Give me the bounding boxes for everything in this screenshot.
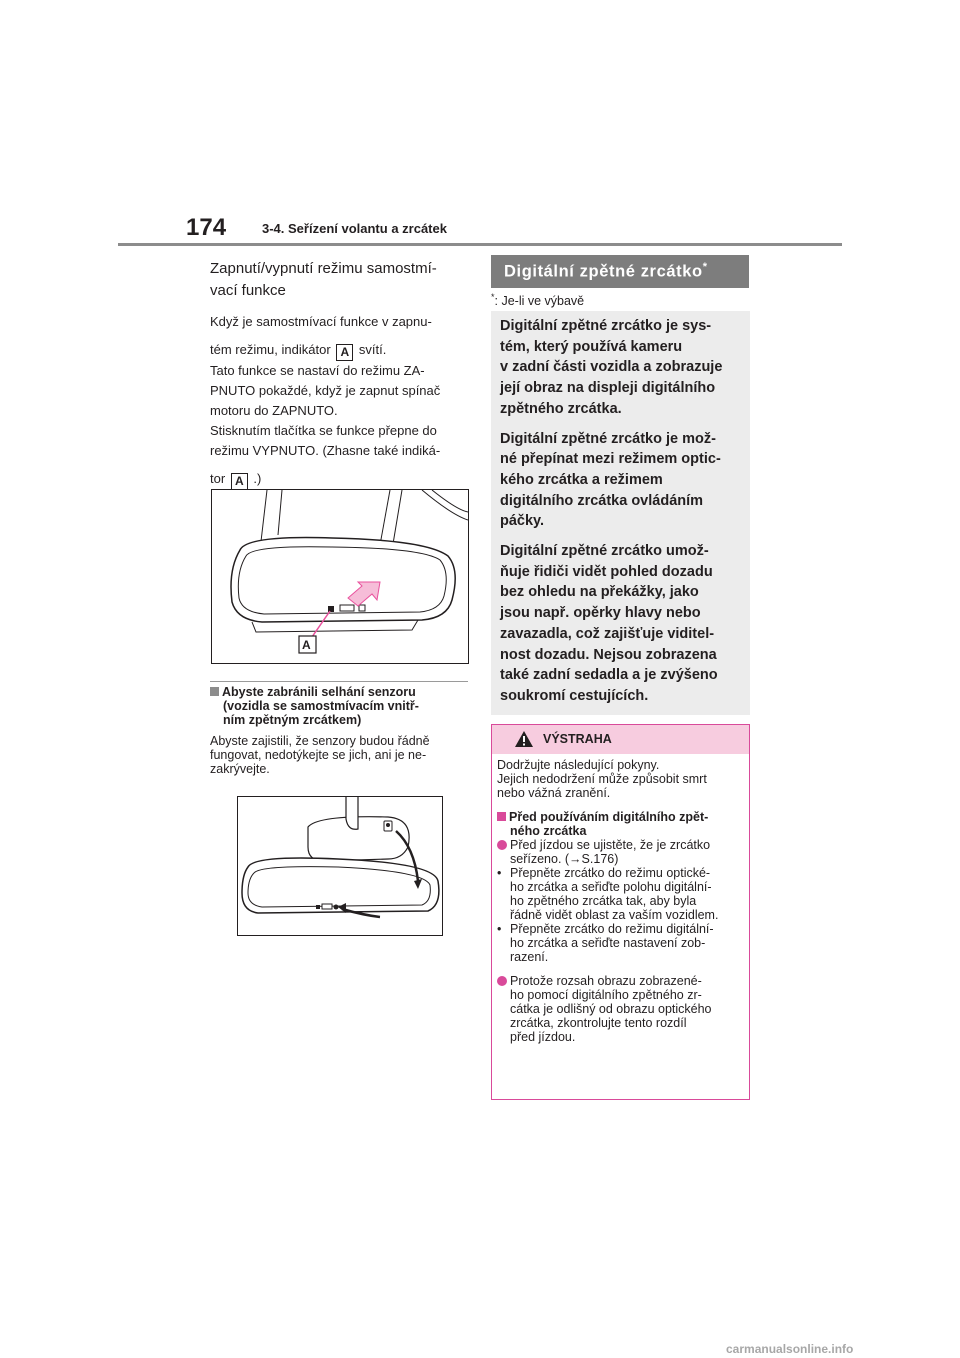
summary-paragraph xyxy=(500,429,742,533)
summary-line: kého zrcátka a režimem xyxy=(500,471,663,488)
summary-paragraph xyxy=(500,541,742,707)
warning-line: Přepněte zrcátko do režimu optické- xyxy=(510,866,711,880)
note-heading-text: Abyste zabránili selhání senzoru xyxy=(222,685,416,699)
body-paragraph xyxy=(210,312,470,490)
warning-dash-item xyxy=(497,866,743,922)
note-heading-line: (vozidla se samostmívacím vnitř- xyxy=(223,699,419,713)
body-line xyxy=(210,340,470,361)
warning-subheading xyxy=(497,810,743,838)
summary-line: tém, který používá kameru xyxy=(500,338,683,355)
warning-line: řádně vidět oblast za vaším vozidlem. xyxy=(510,908,719,922)
warning-subheading-text: ného zrcátka xyxy=(510,824,587,838)
warning-line: Protože rozsah obrazu zobrazené- xyxy=(510,974,702,988)
summary-line: zpětného zrcátka. xyxy=(500,400,622,417)
summary-line: nost dozadu. Nejsou zobrazena xyxy=(500,646,717,663)
summary-line: zavazadla, což zajišťuje viditel- xyxy=(500,625,715,642)
warning-subheading-text: Před používáním digitálního zpět- xyxy=(509,810,709,824)
mirror-sensor-illustration xyxy=(238,797,442,935)
section-title-bar xyxy=(491,255,749,288)
body-line xyxy=(210,469,470,490)
warning-line: seřízeno. (→S.176) xyxy=(510,852,619,866)
note-heading xyxy=(210,685,470,727)
warning-line: Před jízdou se ujistěte, že je zrcátko xyxy=(510,838,711,852)
subsection-heading xyxy=(210,258,470,302)
summary-paragraph xyxy=(500,316,742,420)
body-text-span: tor xyxy=(210,471,226,486)
note-heading-line xyxy=(210,685,470,699)
mirror-sensor-figure xyxy=(237,796,443,936)
note-text-line: zakrývejte. xyxy=(210,762,270,776)
circle-bullet-icon xyxy=(497,840,507,850)
summary-line: Digitální zpětné zrcátko je mož- xyxy=(500,430,716,447)
summary-line: v zadní části vozidla a zobrazuje xyxy=(500,359,723,376)
warning-line: Jejich nedodržení může způsobit smrt xyxy=(497,772,707,786)
subhead-line: vací funkce xyxy=(210,282,286,299)
title-text: Digitální zpětné zrcátko xyxy=(504,262,703,281)
dot-bullet: • xyxy=(497,922,502,936)
warning-line: ho pomocí digitálního zpětného zr- xyxy=(510,988,702,1002)
body-text-span: svítí. xyxy=(358,342,387,357)
body-line: Když je samostmívací funkce v zapnu- xyxy=(210,314,432,329)
indicator-a-icon: A xyxy=(231,473,248,490)
warning-body xyxy=(492,754,749,1044)
summary-line: jsou např. opěrky hlavy nebo xyxy=(500,605,701,622)
warning-box xyxy=(491,724,750,1100)
warning-line: ho zpětného zrcátka tak, aby byla xyxy=(510,894,697,908)
warning-line: cátka je odlišný od obrazu optického xyxy=(510,1002,712,1016)
summary-line: Digitální zpětné zrcátko je sys- xyxy=(500,318,712,334)
warning-line: ho zrcátka a seřiďte nastavení zob- xyxy=(510,936,706,950)
body-line: Stisknutím tlačítka se funkce přepne do xyxy=(210,423,437,438)
summary-line: né přepínat mezi režimem optic- xyxy=(500,451,721,468)
warning-header xyxy=(492,725,749,754)
mirror-indicator-figure xyxy=(211,489,469,664)
figure-label-a: A xyxy=(302,638,311,652)
section-title: 3-4. Seřízení volantu a zrcátek xyxy=(262,221,447,236)
square-bullet-icon xyxy=(210,687,219,696)
warning-line: razení. xyxy=(510,950,549,964)
warning-dash-item xyxy=(497,922,743,964)
digital-mirror-title xyxy=(504,261,708,282)
page-number: 174 xyxy=(186,214,227,241)
footnote-text: : Je-li ve výbavě xyxy=(494,294,585,309)
warning-bullet xyxy=(497,838,743,866)
summary-line: bez ohledu na překážky, jako xyxy=(500,584,699,601)
warning-intro xyxy=(497,758,743,800)
body-text-span: .) xyxy=(253,471,262,486)
warning-label: VÝSTRAHA xyxy=(543,732,612,746)
square-bullet-icon xyxy=(497,812,506,821)
warning-line: Dodržujte následující pokyny. xyxy=(497,758,660,772)
note-text xyxy=(210,734,470,776)
note-heading-line: ním zpětným zrcátkem) xyxy=(223,713,362,727)
summary-line: její obraz na displeji digitálního xyxy=(500,380,716,397)
warning-triangle-icon xyxy=(514,730,534,748)
body-text-span: tém režimu, indikátor xyxy=(210,342,331,357)
summary-box xyxy=(491,311,750,715)
body-line: Tato funkce se nastaví do režimu ZA- xyxy=(210,363,425,378)
dot-bullet: • xyxy=(497,866,502,880)
header-rule xyxy=(118,243,842,246)
summary-line: ňuje řidiči vidět pohled dozadu xyxy=(500,563,713,580)
note-text-line: Abyste zajistili, že senzory budou řádně xyxy=(210,734,430,748)
note-text-line: fungovat, nedotýkejte se jich, ani je ne- xyxy=(210,748,427,762)
warning-line: Přepněte zrcátko do režimu digitální- xyxy=(510,922,714,936)
note-rule xyxy=(210,681,468,682)
warning-line: nebo vážná zranění. xyxy=(497,786,611,800)
title-star: * xyxy=(702,261,708,273)
equipment-footnote xyxy=(491,292,584,308)
body-line: režimu VYPNUTO. (Zhasne také indiká- xyxy=(210,443,441,458)
warning-line: zrcátka, zkontrolujte tento rozdíl xyxy=(510,1016,687,1030)
warning-line: před jízdou. xyxy=(510,1030,576,1044)
footnote-star: * xyxy=(491,292,495,302)
body-line: motoru do ZAPNUTO. xyxy=(210,403,338,418)
indicator-a-icon: A xyxy=(336,344,353,361)
summary-line: digitálního zrcátka ovládáním xyxy=(500,492,704,509)
left-column xyxy=(210,258,470,490)
summary-line: Digitální zpětné zrcátko umož- xyxy=(500,543,709,560)
summary-line: soukromí cestujících. xyxy=(500,687,649,704)
watermark-logo: carmanualsonline.info xyxy=(726,1342,854,1356)
rearview-mirror-illustration xyxy=(212,490,468,663)
circle-bullet-icon xyxy=(497,976,507,986)
warning-bullet xyxy=(497,974,743,1044)
subhead-line: Zapnutí/vypnutí režimu samostmí- xyxy=(210,260,437,277)
summary-line: páčky. xyxy=(500,513,545,530)
warning-line: ho zrcátka a seřiďte polohu digitální- xyxy=(510,880,712,894)
summary-line: také zadní sedadla a je zvýšeno xyxy=(500,667,718,684)
body-line: PNUTO pokaždé, když je zapnut spínač xyxy=(210,383,441,398)
